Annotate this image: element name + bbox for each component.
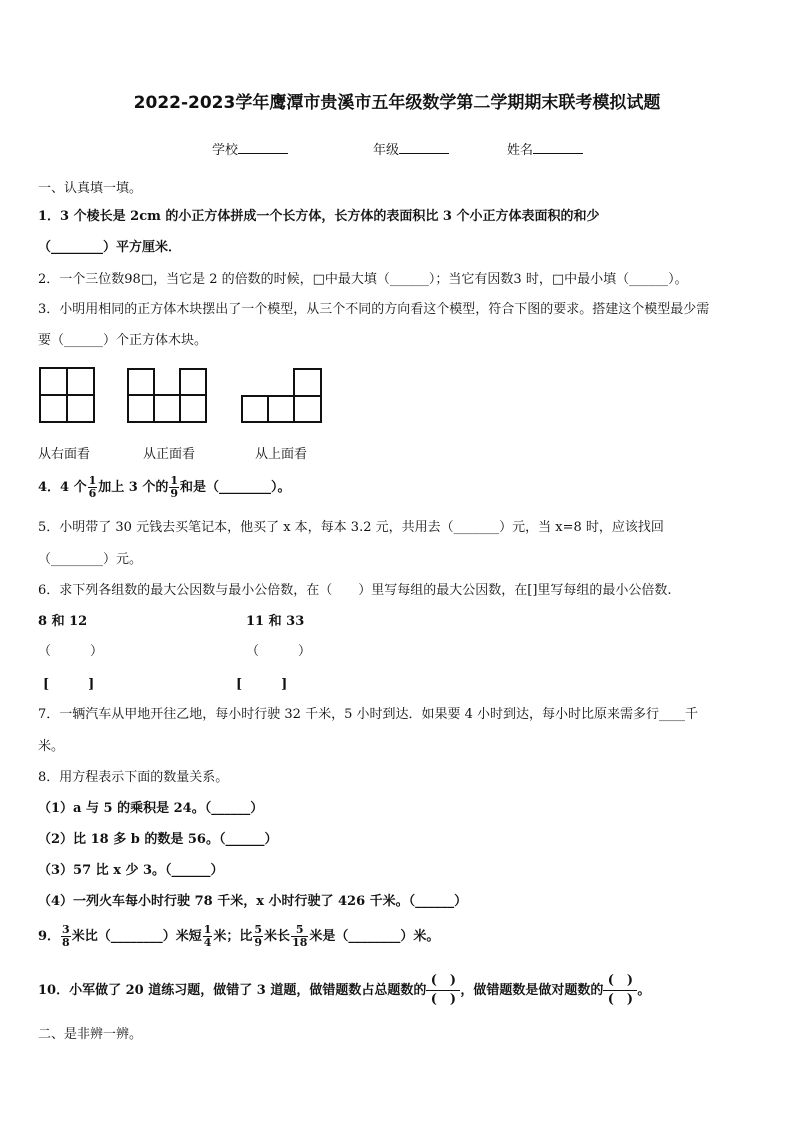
q8: 8．用方程表示下面的数量关系。 bbox=[38, 770, 229, 785]
q2: 2．一个三位数98□，当它是 2 的倍数的时候，□中最大填（______）；当它有因数3 时，□中最小填（______）。 bbox=[38, 272, 688, 287]
q8-sub4: （4）一列火车每小时行驶 78 千米，x 小时行驶了 426 千米。（______） bbox=[38, 894, 468, 909]
blank-num: ( ) bbox=[607, 973, 634, 988]
q7-line1: 7．一辆汽车从甲地开往乙地，每小时行驶 32 千米，5 小时到达．如果要 4 小时到达，每小时比原来需多行____千 bbox=[38, 707, 699, 722]
q4-text-c: 和是（________）。 bbox=[180, 480, 291, 495]
q6-lcm-2: [ ] bbox=[236, 677, 288, 692]
q7-line2: 米。 bbox=[38, 739, 65, 754]
q5-line1: 5．小明带了 30 元钱去买笔记本，他买了 x 本，每本 3.2 元，共用去（_______）元，当 x=8 时，应该找回 bbox=[38, 520, 664, 535]
q9-text-e: 米是（________）米。 bbox=[309, 929, 440, 944]
frac-den: 8 bbox=[62, 936, 70, 949]
section-2-heading: 二、是非辨一辨。 bbox=[38, 1027, 143, 1042]
front-view-diagram bbox=[126, 366, 211, 426]
page-title: 2022-2023学年鹰潭市贵溪市五年级数学第二学期期末联考模拟试题 bbox=[133, 93, 661, 113]
section-1-heading: 一、认真填一填。 bbox=[38, 181, 143, 196]
q6-gcd-1: （ ） bbox=[38, 644, 104, 659]
frac-num: 5 bbox=[254, 923, 263, 936]
fraction-5-9 bbox=[253, 924, 263, 949]
q5-line2: （________）元。 bbox=[38, 552, 143, 567]
q6-group2: 11 和 33 bbox=[246, 614, 305, 629]
q9-text-d: 米长 bbox=[264, 929, 291, 944]
name-label: 姓名 bbox=[507, 143, 534, 158]
q9 bbox=[38, 924, 439, 949]
right-view-label: 从右面看 bbox=[38, 447, 91, 462]
right-view-diagram bbox=[38, 366, 98, 426]
frac-den: 4 bbox=[203, 936, 212, 949]
q1-line2: （________）平方厘米． bbox=[38, 240, 182, 255]
blank-den: ( ) bbox=[607, 992, 634, 1007]
q3-line1: 3．小明用相同的正方体木块摆出了一个模型，从三个不同的方向看这个模型，符合下图的要求。搭建这个模型最少需 bbox=[38, 302, 710, 317]
fraction-3-8 bbox=[61, 924, 71, 949]
name-field bbox=[507, 143, 583, 159]
grade-field bbox=[373, 143, 449, 159]
frac-den: 6 bbox=[88, 487, 97, 500]
frac-num: 1 bbox=[170, 474, 179, 487]
top-view-label: 从上面看 bbox=[255, 447, 308, 462]
frac-den: 9 bbox=[170, 487, 179, 500]
blank-num: ( ) bbox=[430, 973, 456, 988]
front-view-label: 从正面看 bbox=[143, 447, 196, 462]
blank-den: ( ) bbox=[430, 992, 456, 1007]
q1-line1: 1．3 个棱长是 2cm 的小正方体拼成一个长方体，长方体的表面积比 3 个小正方体表面积的和少 bbox=[38, 209, 600, 224]
blank-fraction-2 bbox=[603, 972, 637, 1009]
q6-lcm-1: [ ] bbox=[43, 677, 95, 692]
school-field bbox=[212, 143, 288, 159]
grade-label: 年级 bbox=[373, 143, 400, 158]
q8-sub3: （3）57 比 x 少 3。（______） bbox=[38, 863, 224, 878]
fraction-1-6 bbox=[88, 475, 98, 500]
frac-num: 5 bbox=[295, 923, 304, 936]
q4-text-b: 加上 3 个的 bbox=[98, 480, 169, 495]
q10 bbox=[38, 972, 650, 1009]
q9-text-b: 米比（________）米短 bbox=[71, 929, 202, 944]
fraction-5-18 bbox=[291, 924, 308, 949]
q10-text-c: 。 bbox=[637, 983, 651, 998]
q6-group1: 8 和 12 bbox=[38, 614, 88, 629]
q10-text-b: ，做错题数是做对题数的 bbox=[460, 983, 604, 998]
q3-line2: 要（______）个正方体木块。 bbox=[38, 333, 208, 348]
q10-text-a: 10．小军做了 20 道练习题，做错了 3 道题，做错题数占总题数的 bbox=[38, 983, 427, 998]
blank-fraction-1 bbox=[426, 972, 460, 1009]
q4-text-a: 4．4 个 bbox=[38, 480, 87, 495]
frac-den: 9 bbox=[254, 936, 263, 949]
top-view-diagram bbox=[240, 366, 325, 426]
q8-sub2: （2）比 18 多 b 的数是 56。（______） bbox=[38, 832, 278, 847]
q8-sub1: （1）a 与 5 的乘积是 24。（______） bbox=[38, 801, 264, 816]
q6: 6．求下列各组数的最大公因数与最小公倍数，在（ ）里写每组的最大公因数，在[]里写每组的最小公倍数. bbox=[38, 583, 672, 598]
frac-den: 18 bbox=[292, 936, 308, 949]
frac-num: 1 bbox=[88, 474, 97, 487]
school-label: 学校 bbox=[212, 143, 239, 158]
q9-text-a: 9． bbox=[38, 929, 61, 944]
frac-num: 1 bbox=[203, 923, 212, 936]
q4 bbox=[38, 475, 291, 500]
q9-text-c: 米；比 bbox=[213, 929, 253, 944]
fraction-1-9 bbox=[169, 475, 179, 500]
frac-num: 3 bbox=[62, 923, 70, 936]
q6-gcd-2: （ ） bbox=[246, 644, 312, 659]
fraction-1-4 bbox=[203, 924, 213, 949]
